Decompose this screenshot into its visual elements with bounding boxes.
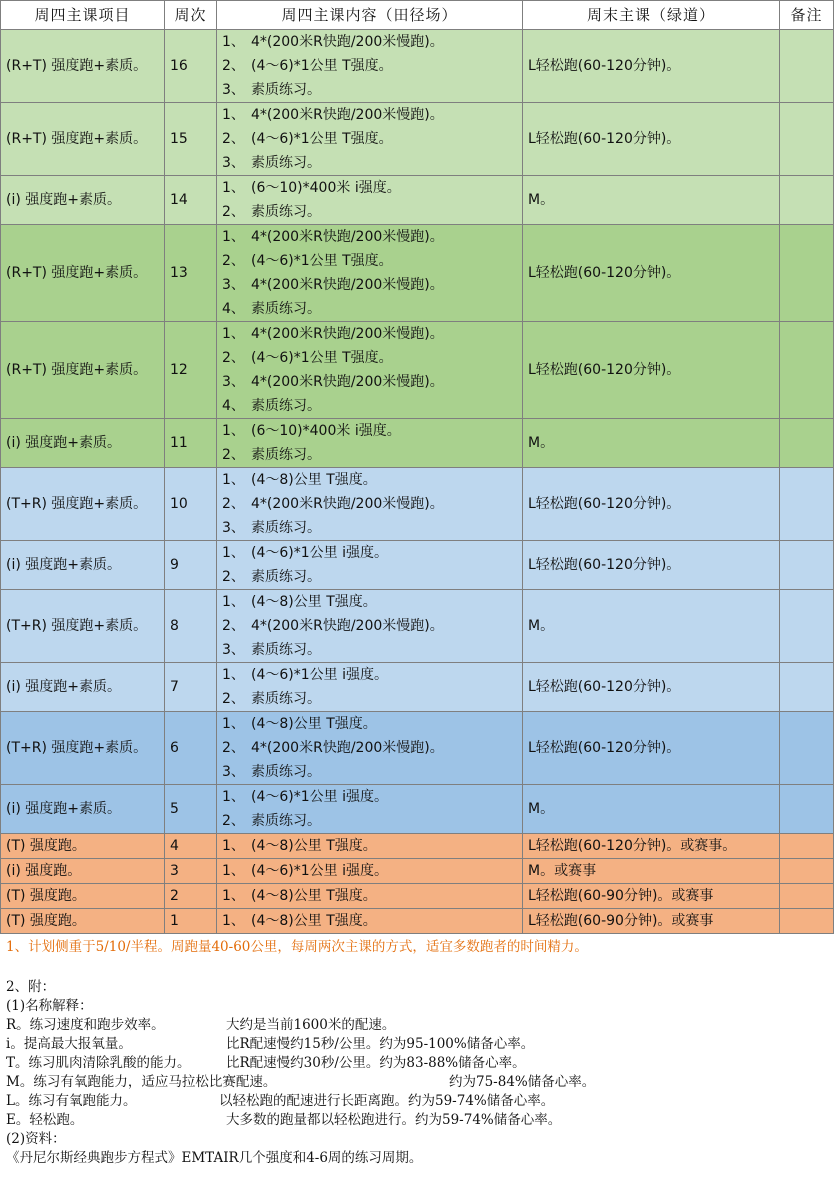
cell-content [217, 663, 523, 712]
content-line-number: 1、 [222, 229, 245, 245]
cell-week: 15 [165, 103, 217, 176]
content-line [222, 346, 522, 370]
content-line [222, 225, 522, 249]
cell-note [780, 859, 834, 884]
content-line [222, 200, 522, 224]
table-row [1, 785, 834, 834]
glossary-term: E。轻松跑。 [6, 1112, 84, 1128]
content-line [222, 809, 522, 833]
cell-note [780, 541, 834, 590]
source-title: (2)资料： [6, 1131, 66, 1147]
cell-project: (i) 强度跑+素质。 [1, 663, 165, 712]
content-line-number: 2、 [222, 740, 245, 756]
content-line-number: 1、 [222, 594, 245, 610]
content-line-number: 2、 [222, 691, 245, 707]
table-row [1, 103, 834, 176]
content-line-text: (6～10)*400米 i强度。 [251, 180, 401, 196]
cell-project: (i) 强度跑+素质。 [1, 541, 165, 590]
header-project: 周四主课项目 [1, 1, 165, 30]
cell-content [217, 103, 523, 176]
table-body [1, 30, 834, 934]
cell-weekend: L轻松跑(60-120分钟)。 [523, 712, 780, 785]
content-line-number: 3、 [222, 520, 245, 536]
appendix-title: 2、附： [6, 979, 56, 995]
cell-note [780, 103, 834, 176]
content-line [222, 638, 522, 662]
content-line-text: (4～8)公里 T强度。 [251, 716, 377, 732]
content-line-number: 1、 [222, 863, 245, 879]
content-line-number: 3、 [222, 374, 245, 390]
content-line-number: 4、 [222, 301, 245, 317]
content-line-number: 2、 [222, 496, 245, 512]
table-row [1, 176, 834, 225]
content-line-text: 素质练习。 [251, 569, 321, 585]
content-line-number: 1、 [222, 716, 245, 732]
content-line-number: 2、 [222, 813, 245, 829]
glossary-desc: 比R配速慢约30秒/公里。约为83-88%储备心率。 [226, 1055, 526, 1071]
content-line-number: 2、 [222, 447, 245, 463]
cell-project: (i) 强度跑+素质。 [1, 785, 165, 834]
cell-week: 2 [165, 884, 217, 909]
content-line [222, 30, 522, 54]
content-line-number: 2、 [222, 204, 245, 220]
content-line [222, 468, 522, 492]
content-line [222, 419, 522, 443]
cell-week: 1 [165, 909, 217, 934]
glossary-term: L。练习有氧跑能力。 [6, 1093, 137, 1109]
content-line-text: 素质练习。 [251, 204, 321, 220]
cell-project: (R+T) 强度跑+素质。 [1, 322, 165, 419]
cell-project: (T) 强度跑。 [1, 834, 165, 859]
content-line [222, 516, 522, 540]
cell-content [217, 322, 523, 419]
content-line-number: 2、 [222, 350, 245, 366]
content-line-number: 1、 [222, 888, 245, 904]
glossary-title: (1)名称解释： [6, 998, 93, 1014]
cell-note [780, 834, 834, 859]
cell-content [217, 541, 523, 590]
cell-week: 5 [165, 785, 217, 834]
cell-note [780, 663, 834, 712]
content-line-number: 1、 [222, 789, 245, 805]
content-line-text: (6～10)*400米 i强度。 [251, 423, 401, 439]
content-line [222, 687, 522, 711]
cell-note [780, 590, 834, 663]
cell-project: (R+T) 强度跑+素质。 [1, 225, 165, 322]
content-line-text: 素质练习。 [251, 398, 321, 414]
cell-content [217, 712, 523, 785]
content-line-number: 1、 [222, 423, 245, 439]
cell-project: (T) 强度跑。 [1, 884, 165, 909]
content-line-text: 4*(200米R快跑/200米慢跑)。 [251, 740, 444, 756]
table-row [1, 590, 834, 663]
content-line [222, 884, 522, 908]
content-line-number: 1、 [222, 326, 245, 342]
content-line-number: 1、 [222, 180, 245, 196]
glossary-term: M。练习有氧跑能力，适应马拉松比赛配速。 [6, 1074, 277, 1090]
cell-weekend: M。 [523, 419, 780, 468]
cell-note [780, 176, 834, 225]
content-line-text: 素质练习。 [251, 691, 321, 707]
content-line [222, 151, 522, 175]
cell-week: 4 [165, 834, 217, 859]
content-line [222, 370, 522, 394]
header-weekend: 周末主课（绿道） [523, 1, 780, 30]
cell-weekend: M。 [523, 176, 780, 225]
content-line-text: 素质练习。 [251, 155, 321, 171]
content-line-number: 3、 [222, 764, 245, 780]
content-line-number: 4、 [222, 398, 245, 414]
content-line-text: 素质练习。 [251, 764, 321, 780]
table-row [1, 419, 834, 468]
cell-week: 14 [165, 176, 217, 225]
cell-project: (i) 强度跑+素质。 [1, 419, 165, 468]
content-line [222, 394, 522, 418]
content-line-text: (4～6)*1公里 T强度。 [251, 58, 393, 74]
content-line [222, 322, 522, 346]
content-line-number: 3、 [222, 642, 245, 658]
table-row [1, 859, 834, 884]
content-line-text: (4～6)*1公里 T强度。 [251, 253, 393, 269]
cell-weekend: M。或赛事 [523, 859, 780, 884]
glossary-desc: 大多数的跑量都以轻松跑进行。约为59-74%储备心率。 [226, 1112, 562, 1128]
content-line-text: 素质练习。 [251, 520, 321, 536]
cell-content [217, 785, 523, 834]
glossary-desc: 大约是当前1600米的配速。 [226, 1017, 396, 1033]
cell-weekend: M。 [523, 590, 780, 663]
cell-note [780, 419, 834, 468]
content-line-number: 1、 [222, 472, 245, 488]
content-line-number: 2、 [222, 569, 245, 585]
cell-note [780, 785, 834, 834]
cell-note [780, 30, 834, 103]
content-line-text: (4～8)公里 T强度。 [251, 472, 377, 488]
cell-weekend: L轻松跑(60-90分钟)。或赛事 [523, 884, 780, 909]
glossary-desc: 约为75-84%储备心率。 [449, 1074, 596, 1090]
cell-note [780, 322, 834, 419]
glossary-term: T。练习肌肉清除乳酸的能力。 [6, 1055, 191, 1071]
content-line-text: 4*(200米R快跑/200米慢跑)。 [251, 374, 444, 390]
content-line-number: 1、 [222, 107, 245, 123]
cell-week: 10 [165, 468, 217, 541]
header-thursday-content: 周四主课内容（田径场） [217, 1, 523, 30]
cell-weekend: L轻松跑(60-120分钟)。 [523, 541, 780, 590]
content-line-text: 4*(200米R快跑/200米慢跑)。 [251, 496, 444, 512]
table-header-row [1, 1, 834, 30]
cell-note [780, 468, 834, 541]
cell-weekend: L轻松跑(60-120分钟)。 [523, 225, 780, 322]
glossary-term: R。练习速度和跑步效率。 [6, 1017, 165, 1033]
cell-content [217, 859, 523, 884]
table-row [1, 30, 834, 103]
cell-week: 9 [165, 541, 217, 590]
cell-content [217, 834, 523, 859]
cell-note [780, 909, 834, 934]
content-line [222, 103, 522, 127]
content-line-number: 2、 [222, 58, 245, 74]
content-line-number: 1、 [222, 34, 245, 50]
content-line-text: (4～8)公里 T强度。 [251, 838, 377, 854]
content-line-text: 素质练习。 [251, 447, 321, 463]
content-line-number: 2、 [222, 131, 245, 147]
content-line-text: 4*(200米R快跑/200米慢跑)。 [251, 277, 444, 293]
table-row [1, 834, 834, 859]
table-row [1, 541, 834, 590]
content-line-number: 1、 [222, 913, 245, 929]
cell-weekend: L轻松跑(60-120分钟)。 [523, 103, 780, 176]
cell-note [780, 225, 834, 322]
content-line-text: (4～6)*1公里 i强度。 [251, 863, 388, 879]
table-row [1, 468, 834, 541]
content-line [222, 736, 522, 760]
cell-content [217, 884, 523, 909]
header-note: 备注 [780, 1, 834, 30]
content-line [222, 785, 522, 809]
content-line-number: 2、 [222, 618, 245, 634]
cell-project: (T) 强度跑。 [1, 909, 165, 934]
content-line-text: 素质练习。 [251, 301, 321, 317]
content-line-text: 4*(200米R快跑/200米慢跑)。 [251, 618, 444, 634]
cell-content [217, 590, 523, 663]
table-row [1, 884, 834, 909]
content-line [222, 127, 522, 151]
content-line [222, 176, 522, 200]
cell-project: (i) 强度跑+素质。 [1, 176, 165, 225]
content-line-number: 3、 [222, 155, 245, 171]
cell-project: (T+R) 强度跑+素质。 [1, 712, 165, 785]
cell-note [780, 712, 834, 785]
content-line [222, 443, 522, 467]
content-line-text: 4*(200米R快跑/200米慢跑)。 [251, 34, 444, 50]
cell-content [217, 909, 523, 934]
content-line-text: (4～6)*1公里 T强度。 [251, 350, 393, 366]
cell-week: 11 [165, 419, 217, 468]
content-line [222, 249, 522, 273]
cell-project: (R+T) 强度跑+素质。 [1, 103, 165, 176]
content-line [222, 78, 522, 102]
content-line-number: 1、 [222, 545, 245, 561]
content-line-number: 3、 [222, 82, 245, 98]
content-line [222, 541, 522, 565]
content-line-text: (4～6)*1公里 i强度。 [251, 789, 388, 805]
content-line [222, 909, 522, 933]
glossary-desc: 以轻松跑的配速进行长距离跑。约为59-74%储备心率。 [219, 1093, 555, 1109]
content-line [222, 834, 522, 858]
cell-week: 6 [165, 712, 217, 785]
content-line-number: 1、 [222, 838, 245, 854]
plan-note: 1、计划侧重于5/10/半程。周跑量40-60公里，每周两次主课的方式，适宜多数跑者的时间精力。 [6, 939, 588, 955]
header-week: 周次 [165, 1, 217, 30]
cell-weekend: L轻松跑(60-120分钟)。或赛事。 [523, 834, 780, 859]
cell-week: 12 [165, 322, 217, 419]
cell-weekend: L轻松跑(60-120分钟)。 [523, 30, 780, 103]
cell-weekend: L轻松跑(60-90分钟)。或赛事 [523, 909, 780, 934]
source-text: 《丹尼尔斯经典跑步方程式》EMTAIR几个强度和4-6周的练习周期。 [6, 1150, 423, 1166]
content-line-text: (4～6)*1公里 T强度。 [251, 131, 393, 147]
cell-content [217, 176, 523, 225]
cell-weekend: M。 [523, 785, 780, 834]
cell-project: (T+R) 强度跑+素质。 [1, 468, 165, 541]
cell-week: 7 [165, 663, 217, 712]
table-row [1, 225, 834, 322]
content-line-number: 3、 [222, 277, 245, 293]
cell-weekend: L轻松跑(60-120分钟)。 [523, 663, 780, 712]
content-line-text: 素质练习。 [251, 813, 321, 829]
cell-project: (i) 强度跑。 [1, 859, 165, 884]
content-line [222, 663, 522, 687]
cell-content [217, 419, 523, 468]
table-row [1, 322, 834, 419]
content-line [222, 565, 522, 589]
content-line [222, 297, 522, 321]
content-line-text: 4*(200米R快跑/200米慢跑)。 [251, 107, 444, 123]
cell-note [780, 884, 834, 909]
table-row [1, 663, 834, 712]
content-line-number: 2、 [222, 253, 245, 269]
content-line-text: 4*(200米R快跑/200米慢跑)。 [251, 326, 444, 342]
content-line [222, 54, 522, 78]
content-line-text: (4～8)公里 T强度。 [251, 594, 377, 610]
glossary-desc: 比R配速慢约15秒/公里。约为95-100%储备心率。 [226, 1036, 535, 1052]
content-line-number: 1、 [222, 667, 245, 683]
content-line-text: (4～8)公里 T强度。 [251, 913, 377, 929]
content-line-text: (4～6)*1公里 i强度。 [251, 667, 388, 683]
content-line [222, 590, 522, 614]
table-row [1, 909, 834, 934]
glossary-term: i。提高最大报氧量。 [6, 1036, 132, 1052]
content-line [222, 712, 522, 736]
cell-project: (T+R) 强度跑+素质。 [1, 590, 165, 663]
cell-weekend: L轻松跑(60-120分钟)。 [523, 468, 780, 541]
content-line [222, 273, 522, 297]
content-line [222, 492, 522, 516]
cell-week: 13 [165, 225, 217, 322]
content-line [222, 760, 522, 784]
content-line [222, 614, 522, 638]
content-line-text: (4～6)*1公里 i强度。 [251, 545, 388, 561]
cell-week: 16 [165, 30, 217, 103]
cell-weekend: L轻松跑(60-120分钟)。 [523, 322, 780, 419]
table-row [1, 712, 834, 785]
cell-content [217, 225, 523, 322]
cell-content [217, 30, 523, 103]
cell-content [217, 468, 523, 541]
cell-week: 3 [165, 859, 217, 884]
content-line-text: (4～8)公里 T强度。 [251, 888, 377, 904]
cell-week: 8 [165, 590, 217, 663]
content-line-text: 素质练习。 [251, 642, 321, 658]
content-line-text: 4*(200米R快跑/200米慢跑)。 [251, 229, 444, 245]
content-line [222, 859, 522, 883]
cell-project: (R+T) 强度跑+素质。 [1, 30, 165, 103]
content-line-text: 素质练习。 [251, 82, 321, 98]
